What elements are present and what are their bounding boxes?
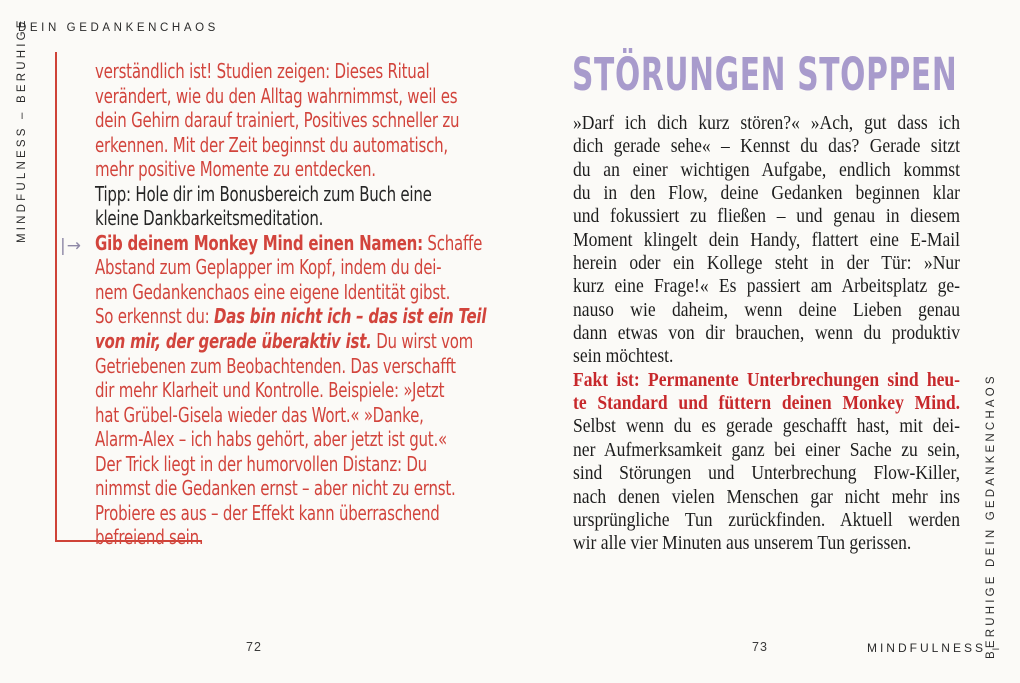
text-segment: erkennen. Mit der Zeit beginnst du automatisch, <box>95 132 448 157</box>
left-page-number: 72 <box>246 640 262 654</box>
text-line <box>95 427 575 452</box>
text-segment: dir mehr Klarheit und Kontrolle. Beispiele: »Jetzt <box>95 378 445 403</box>
text-segment: Moment klingelt dein Handy, flattert eine E-Mail <box>573 229 960 251</box>
text-line <box>573 182 960 205</box>
text-segment: du in den Flow, deine Gedanken beginnen klar <box>573 183 960 205</box>
text-segment: Gib deinem Monkey Mind einen Namen: <box>95 230 423 255</box>
text-segment: Getriebenen zum Beobachtenden. Das verschafft <box>95 353 456 378</box>
text-line <box>573 486 960 509</box>
text-line <box>573 415 960 438</box>
text-line <box>573 229 960 252</box>
text-segment: Selbst wenn du es gerade geschafft hast, mit dei- <box>573 416 960 438</box>
right-edge-vertical-label: BERUHIGE DEIN GEDANKENCHAOS <box>985 373 997 659</box>
text-segment: sind Störungen und Unterbrechung Flow-Killer, <box>573 463 960 485</box>
text-line <box>573 252 960 275</box>
right-page-number: 73 <box>752 640 768 654</box>
text-line <box>573 299 960 322</box>
text-line <box>573 135 960 158</box>
text-segment: verändert, wie du den Alltag wahrnimmst, weil es <box>95 83 458 108</box>
text-line <box>573 205 960 228</box>
text-segment: nem Gedankenchaos eine eigene Identität gibst. <box>95 279 451 304</box>
text-segment: Fakt ist: Permanente Unterbrechungen sind heu- <box>573 369 960 391</box>
text-line <box>573 159 960 182</box>
text-line <box>95 403 575 428</box>
text-segment: dann etwas von dir brauchen, wenn du produktiv <box>573 323 960 345</box>
text-line <box>95 329 575 354</box>
text-segment: Das bin nicht ich – das ist ein Teil <box>213 304 487 329</box>
text-line <box>95 304 575 329</box>
text-line <box>95 206 575 231</box>
text-segment: mehr positive Momente zu entdecken. <box>95 157 376 182</box>
text-segment: wir alle vier Minuten aus unserem Tun gerissen. <box>573 533 912 555</box>
text-line <box>95 133 575 158</box>
text-line <box>95 354 575 379</box>
list-arrow-icon: |→ <box>60 236 82 256</box>
text-segment: ner Aufmerksamkeit ganz bei einer Sache zu sein, <box>573 439 960 461</box>
text-segment: dich gerade sehe« – Kennst du das? Gerade sitzt <box>573 136 960 158</box>
text-segment: nimmst die Gedanken ernst – aber nicht zu ernst. <box>95 476 456 501</box>
text-segment: verständlich ist! Studien zeigen: Dieses Ritual <box>95 59 430 83</box>
text-line <box>95 525 575 550</box>
text-line <box>573 509 960 532</box>
text-segment: kleine Dankbarkeitsmeditation. <box>95 206 324 231</box>
text-segment: Schaffe <box>422 230 483 255</box>
text-segment: Alarm-Alex – ich habs gehört, aber jetzt ist gut.« <box>95 427 447 452</box>
left-page-top-header: DEIN GEDANKENCHAOS <box>18 22 219 34</box>
text-segment: befreiend sein. <box>95 525 204 550</box>
text-segment: sein möchtest. <box>573 346 674 368</box>
text-segment: nauso wie daheim, wenn deine Lieben genau <box>573 299 960 321</box>
red-vertical-rule <box>55 52 57 541</box>
text-segment: Der Trick liegt in der humorvollen Distanz: Du <box>95 451 427 476</box>
text-segment: Du wirst vom <box>371 329 474 354</box>
text-segment: Abstand zum Geplapper im Kopf, indem du dei- <box>95 255 442 280</box>
text-line <box>573 439 960 462</box>
text-line <box>573 112 960 135</box>
text-line <box>95 84 575 109</box>
text-line <box>573 532 960 555</box>
text-segment: So erkennst du: <box>95 304 214 329</box>
text-line <box>95 476 575 501</box>
text-line <box>573 462 960 485</box>
text-line <box>573 322 960 345</box>
left-page-body-text <box>95 59 575 550</box>
text-segment: von mir, der gerade überaktiv ist. <box>95 329 372 354</box>
text-segment: du an einer wichtigen Aufgabe, endlich kommst <box>573 159 960 181</box>
text-line <box>95 157 575 182</box>
text-line <box>95 182 575 207</box>
text-line <box>95 452 575 477</box>
text-segment: Tipp: Hole dir im Bonusbereich zum Buch eine <box>95 181 432 206</box>
left-spine-vertical-label: MINDFULNESS – BERUHIGE <box>16 17 28 243</box>
text-line <box>95 231 575 256</box>
text-segment: hat Grübel-Gisela wieder das Wort.« »Danke, <box>95 402 424 427</box>
text-segment: ursprüngliche Tun zurückfinden. Aktuell werden <box>573 509 960 531</box>
text-line <box>573 345 960 368</box>
text-line <box>573 369 960 392</box>
text-line <box>95 59 575 84</box>
text-segment: »Darf ich dich kurz stören?« »Ach, gut dass ich <box>573 113 960 134</box>
text-segment: kurz eine Frage!« Es passiert am Arbeitsplatz ge- <box>573 276 960 298</box>
text-segment: Probiere es aus – der Effekt kann überraschend <box>95 500 440 525</box>
text-line <box>95 501 575 526</box>
text-segment: nach denen vielen Menschen gar nicht mehr ins <box>573 486 960 508</box>
text-line <box>95 255 575 280</box>
text-line <box>573 275 960 298</box>
text-segment: herein oder ein Kollege steht in der Tür: »Nur <box>573 253 960 275</box>
chapter-heading: STÖRUNGEN STOPPEN <box>572 48 958 101</box>
text-segment: dein Gehirn darauf trainiert, Positives schneller zu <box>95 108 460 133</box>
right-page-body-text <box>573 112 960 556</box>
text-segment: und fokussiert zu fließen – und genau in diesem <box>573 206 960 228</box>
right-footer-running-title: MINDFULNESS – <box>866 641 1002 655</box>
text-segment: te Standard und füttern deinen Monkey Mind. <box>573 393 960 415</box>
text-line <box>95 108 575 133</box>
text-line <box>573 392 960 415</box>
text-line <box>95 280 575 305</box>
text-line <box>95 378 575 403</box>
